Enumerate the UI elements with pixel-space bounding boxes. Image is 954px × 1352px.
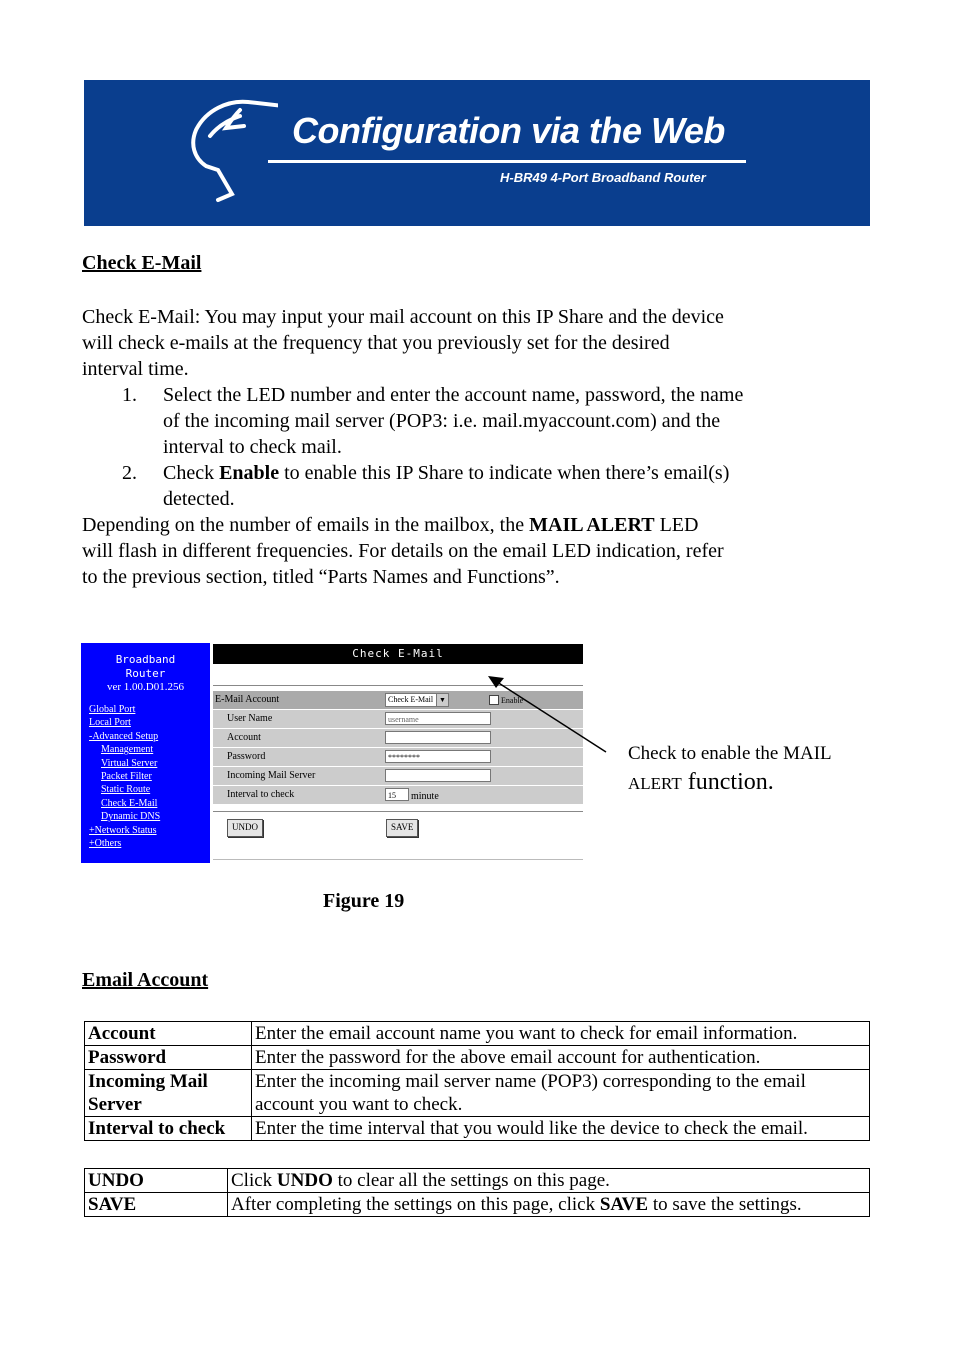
sidebar-item-check-email[interactable]: Check E-Mail <box>101 797 158 809</box>
callout-line: Check to enable the MAIL <box>628 743 832 764</box>
intro-paragraph <box>82 304 724 382</box>
user-name-label: User Name <box>227 713 273 724</box>
account-input[interactable] <box>385 731 491 744</box>
after-paragraph <box>82 512 724 590</box>
table-key: Password <box>85 1046 252 1070</box>
sidebar-brand-line: Router <box>125 667 166 680</box>
chevron-down-icon: ▼ <box>436 694 448 706</box>
desc-bold: SAVE <box>599 1194 649 1215</box>
after-text: Depending on the number of emails in the mailbox, the <box>82 514 530 536</box>
figure-caption: Figure 19 <box>323 890 405 912</box>
enable-label: Enable <box>501 696 524 705</box>
after-line: will flash in different frequencies. For details on the email LED indication, refer <box>82 540 724 562</box>
banner-subtitle: H-BR49 4-Port Broadband Router <box>500 170 706 185</box>
password-label: Password <box>227 751 266 762</box>
interval-row <box>213 786 583 804</box>
intro-line: interval time. <box>82 358 189 380</box>
step-1 <box>122 382 137 408</box>
table-desc: Enter the password for the above email account for authentication. <box>252 1046 870 1070</box>
eagle-logo-icon <box>188 96 278 206</box>
sidebar-brand <box>81 653 210 681</box>
section-heading-check-email: Check E-Mail <box>82 252 202 274</box>
interval-label: Interval to check <box>227 789 295 800</box>
sidebar-item-dynamic-dns[interactable]: Dynamic DNS <box>101 811 161 823</box>
intro-line: will check e-mails at the frequency that you previously set for the desired <box>82 332 670 354</box>
server-input[interactable] <box>385 769 491 782</box>
sidebar-item-local-port[interactable]: Local Port <box>89 717 131 729</box>
desc-text: Click <box>231 1170 277 1191</box>
intro-line: Check E-Mail: You may input your mail account on this IP Share and the device <box>82 306 724 328</box>
undo-button[interactable]: UNDO <box>227 819 263 837</box>
email-account-table <box>84 1021 870 1141</box>
banner-divider <box>268 160 746 163</box>
step-2 <box>122 460 137 486</box>
after-line: to the previous section, titled “Parts Names and Functions”. <box>82 566 560 588</box>
user-name-input[interactable]: username <box>385 712 491 725</box>
table-row <box>85 1022 870 1046</box>
banner-title: Configuration via the Web <box>292 110 725 151</box>
step-bold: Enable <box>219 462 280 484</box>
sidebar-item-advanced-setup[interactable]: -Advanced Setup <box>89 730 159 742</box>
callout-text <box>628 740 832 798</box>
table-key: UNDO <box>85 1169 228 1193</box>
step-2-text <box>163 460 729 512</box>
sidebar-item-global-port[interactable]: Global Port <box>89 704 136 715</box>
step-line: interval to check mail. <box>163 436 342 458</box>
sidebar-brand-line: Broadband <box>115 653 176 666</box>
table-desc: Enter the time interval that you would like the device to check the email. <box>252 1117 870 1141</box>
table-row <box>85 1117 870 1141</box>
table-desc: Enter the email account name you want to check for email information. <box>252 1022 870 1046</box>
sidebar-item-packet-filter[interactable]: Packet Filter <box>101 771 152 783</box>
table-key: SAVE <box>85 1193 228 1217</box>
sidebar-version: ver 1.00.D01.256 <box>107 681 184 693</box>
after-bold: MAIL ALERT <box>529 514 655 536</box>
table-row <box>85 1070 870 1117</box>
sidebar-item-static-route[interactable]: Static Route <box>101 784 151 796</box>
section-heading-email-account: Email Account <box>82 969 209 991</box>
interval-input[interactable]: 15 <box>385 788 409 801</box>
table-desc: Enter the incoming mail server name (POP3) corresponding to the email account you want to check. <box>252 1070 870 1117</box>
desc-text: After completing the settings on this page, click <box>231 1194 600 1215</box>
header-banner <box>84 80 870 226</box>
table-row <box>85 1169 870 1193</box>
step-text: Check <box>163 462 220 484</box>
callout-word: ALERT <box>628 774 682 793</box>
table-key: Incoming Mail Server <box>85 1070 252 1117</box>
desc-bold: UNDO <box>276 1170 333 1191</box>
step-number: 1. <box>122 384 137 406</box>
table-desc <box>228 1193 870 1217</box>
table-desc <box>228 1169 870 1193</box>
callout-word: function. <box>681 769 774 795</box>
table-row <box>85 1046 870 1070</box>
server-label: Incoming Mail Server <box>227 770 316 781</box>
account-label: Account <box>227 732 261 743</box>
sidebar-item-others[interactable]: +Others <box>89 838 122 850</box>
after-text: LED <box>654 514 699 536</box>
page-title: Check E-Mail <box>213 644 583 664</box>
step-line: Select the LED number and enter the account name, password, the name <box>163 384 744 406</box>
desc-text: to clear all the settings on this page. <box>332 1170 610 1191</box>
callout-arrow <box>480 670 620 760</box>
save-button[interactable]: SAVE <box>386 819 418 837</box>
table-key: Interval to check <box>85 1117 252 1141</box>
table-key: Account <box>85 1022 252 1046</box>
desc-text: to save the settings. <box>648 1194 802 1215</box>
step-number: 2. <box>122 462 137 484</box>
divider <box>213 811 583 812</box>
step-line: detected. <box>163 488 235 510</box>
step-line: of the incoming mail server (POP3: i.e. mail.myaccount.com) and the <box>163 410 721 432</box>
step-1-text <box>163 382 743 460</box>
buttons-table <box>84 1168 870 1217</box>
divider <box>213 859 583 860</box>
email-account-label: E-Mail Account <box>215 694 280 705</box>
sidebar-item-network-status[interactable]: +Network Status <box>89 824 157 836</box>
step-text: to enable this IP Share to indicate when there’s email(s) <box>279 462 730 484</box>
sidebar-item-virtual-server[interactable]: Virtual Server <box>101 757 158 769</box>
sidebar-nav <box>81 703 210 850</box>
interval-unit: minute <box>411 791 439 802</box>
select-value: Check E-Mail <box>388 695 434 704</box>
password-input[interactable]: ******** <box>385 750 491 763</box>
email-account-select[interactable] <box>385 693 449 707</box>
server-row <box>213 767 583 785</box>
router-sidebar <box>81 643 210 863</box>
table-row <box>85 1193 870 1217</box>
sidebar-item-management[interactable]: Management <box>101 744 154 756</box>
